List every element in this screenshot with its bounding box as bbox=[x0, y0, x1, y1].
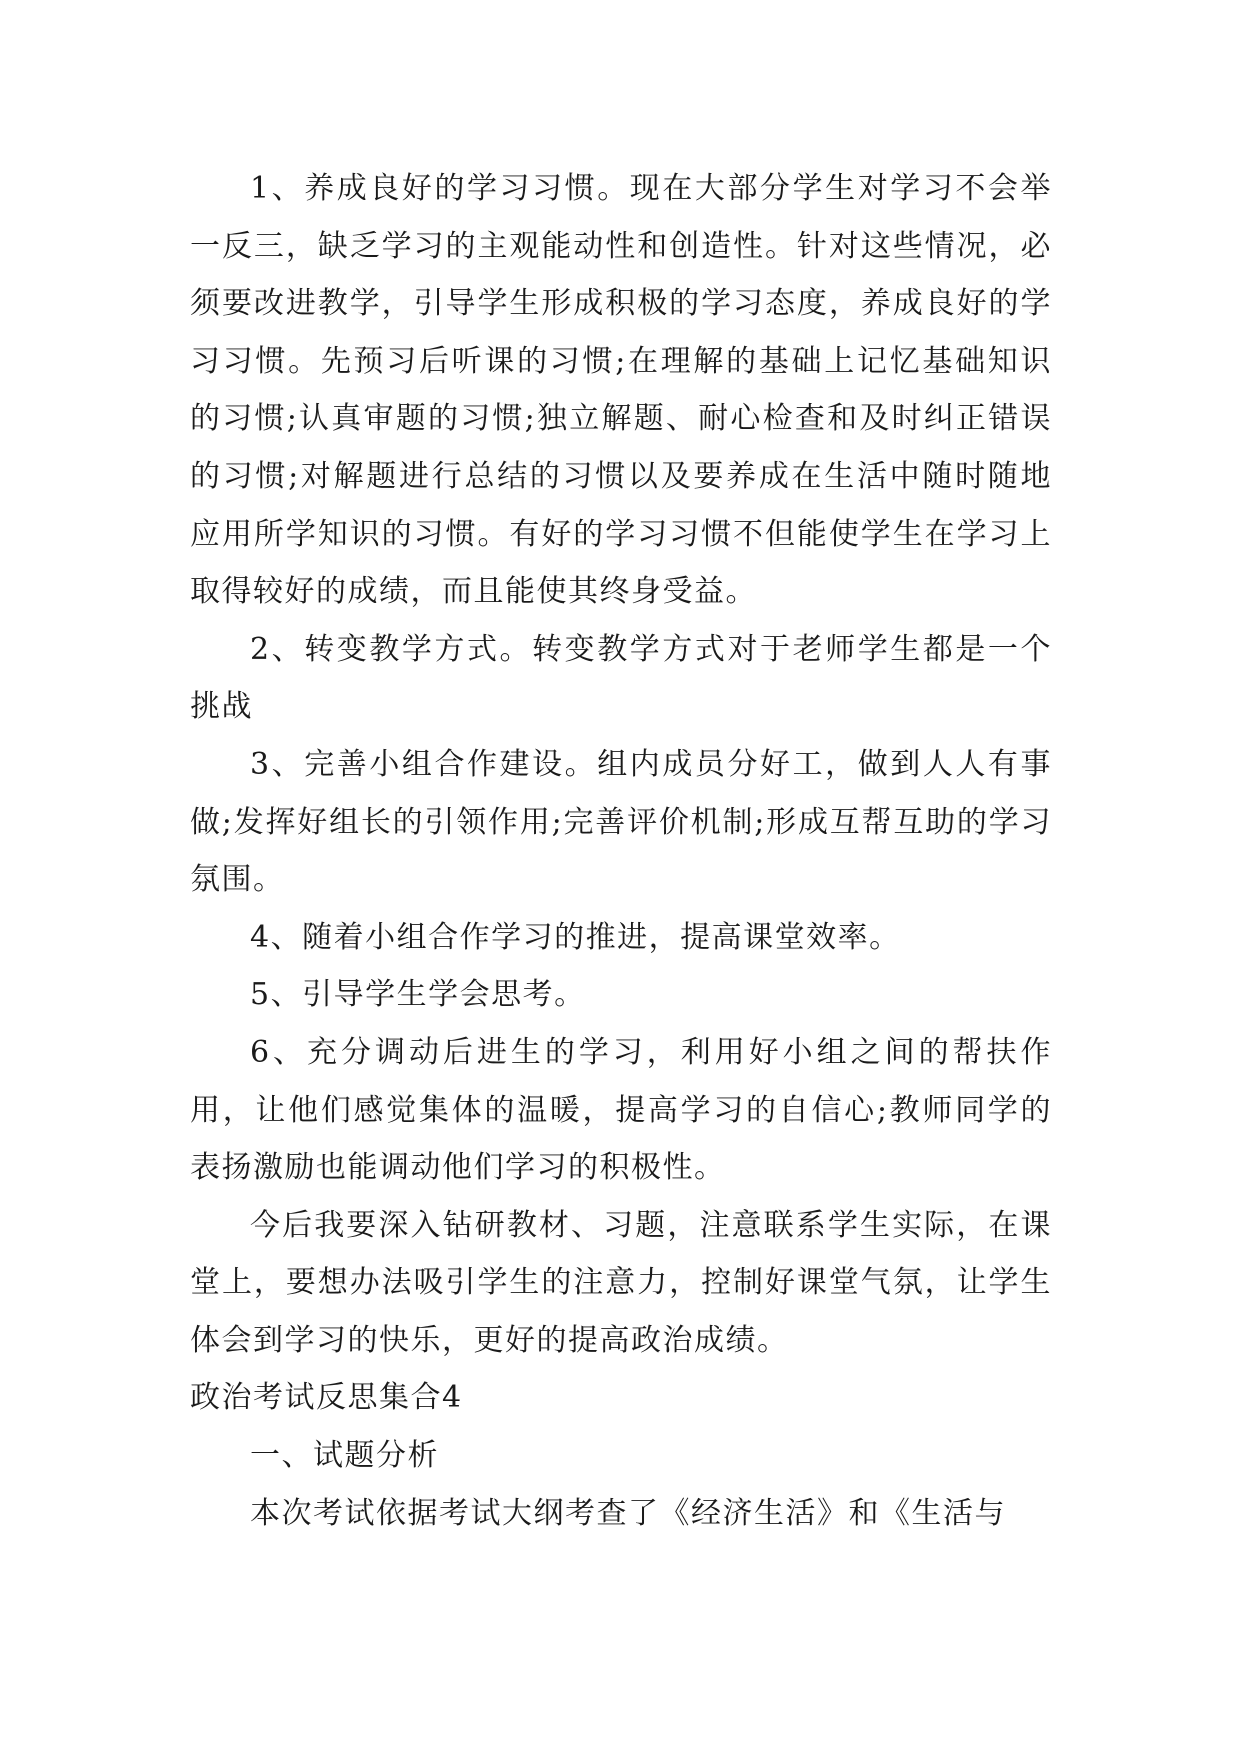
section-title: 政治考试反思集合4 bbox=[190, 1380, 463, 1416]
paragraph-teaching-method: 2、转变教学方式。转变教学方式对于老师学生都是一个挑战 bbox=[190, 631, 1052, 725]
paragraph-group-cooperation: 3、完善小组合作建设。组内成员分好工，做到人人有事做;发挥好组长的引领作用;完善评价机制;形成互帮互助的学习氛围。 bbox=[190, 746, 1052, 898]
paragraph-future-plans: 今后我要深入钻研教材、习题，注意联系学生实际，在课堂上，要想办法吸引学生的注意力，控制好课堂气氛，让学生体会到学习的快乐，更好的提高政治成绩。 bbox=[190, 1207, 1052, 1358]
paragraph-habits: 1、养成良好的学习习惯。现在大部分学生对学习不会举一反三，缺乏学习的主观能动性和创造性。针对这些情况，必须要改进教学，引导学生形成积极的学习态度，养成良好的学习习惯。先预习后听课的习惯;在理解的基础上记忆基础知识的习惯;认真审题的习惯;独立解题、耐心检查和及时纠正错误的习惯;对解题进行总结的习惯以及要养成在生活中随时随地应用所学知识的习惯。有好的学习习惯不但能使学生在学习上取得较好的成绩，而且能使其终身受益。 bbox=[190, 171, 1052, 610]
paragraph-underachievers: 6、充分调动后进生的学习，利用好小组之间的帮扶作用，让他们感觉集体的温暖，提高学习的自信心;教师同学的表扬激励也能调动他们学习的积极性。 bbox=[190, 1034, 1052, 1186]
paragraph-thinking: 5、引导学生学会思考。 bbox=[250, 977, 586, 1013]
subheading-analysis: 一、试题分析 bbox=[250, 1438, 439, 1474]
paragraph-exam-scope: 本次考试依据考试大纲考查了《经济生活》和《生活与 bbox=[250, 1495, 1006, 1531]
paragraph-efficiency: 4、随着小组合作学习的推进，提高课堂效率。 bbox=[250, 919, 901, 955]
document-page bbox=[190, 160, 1052, 1542]
